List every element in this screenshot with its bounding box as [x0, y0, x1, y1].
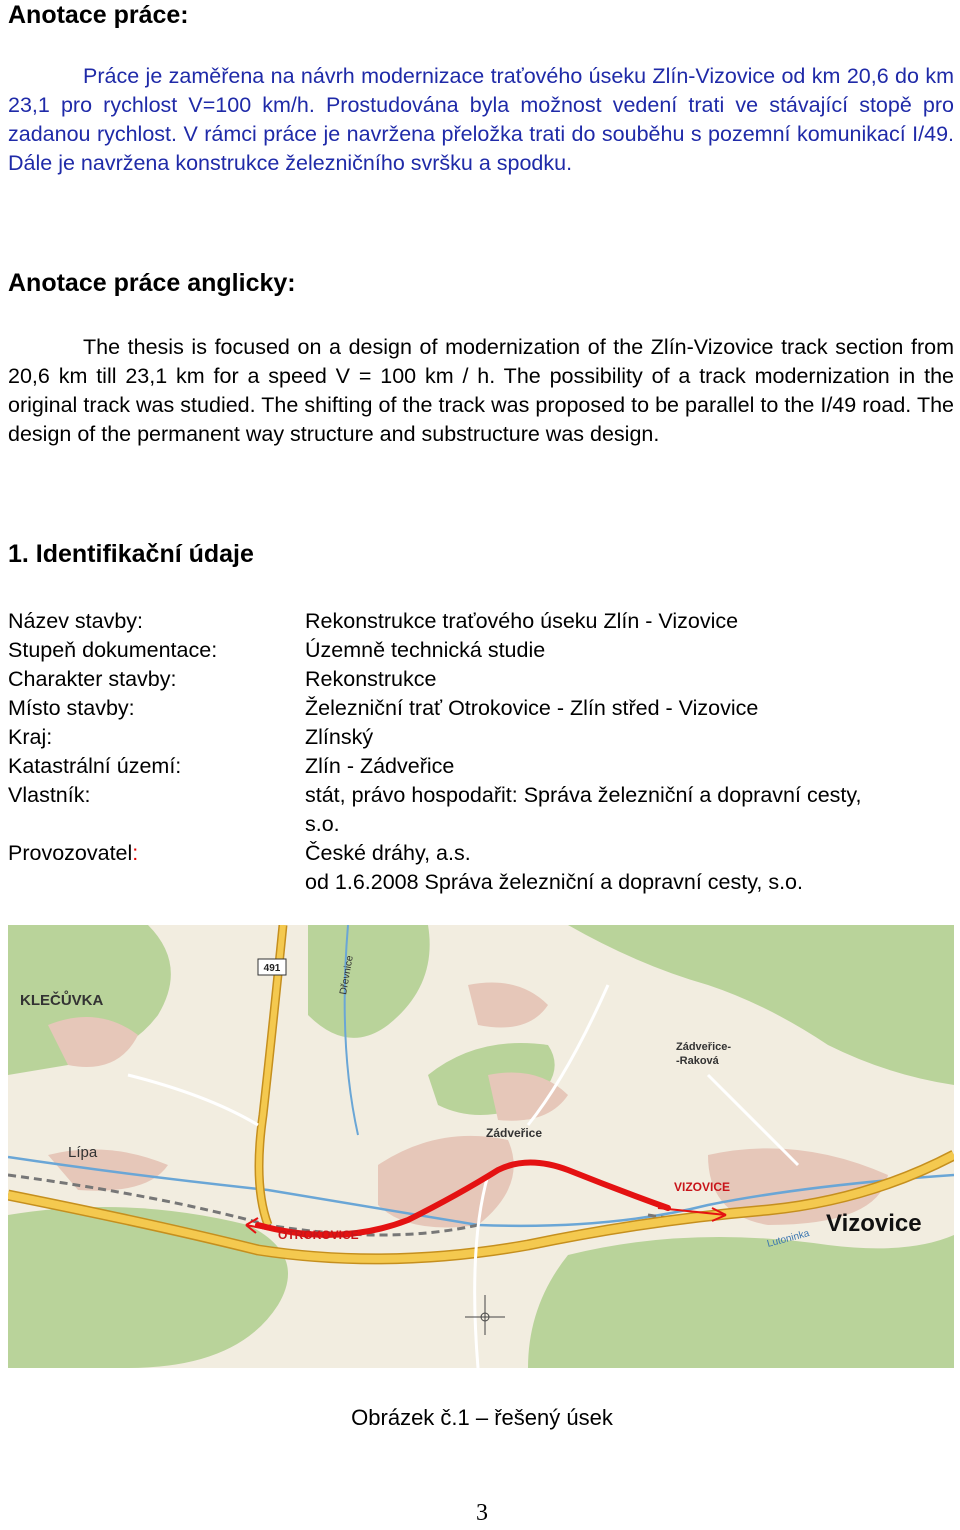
info-label	[8, 839, 138, 868]
info-label: Charakter stavby:	[8, 667, 177, 691]
info-label: Název stavby:	[8, 609, 144, 633]
annotation-en-heading: Anotace práce anglicky:	[8, 269, 296, 297]
annotation-heading: Anotace práce:	[8, 1, 189, 29]
info-value: od 1.6.2008 Správa železniční a dopravní cesty, s.o.	[305, 870, 803, 894]
road-491-label: 491	[263, 963, 281, 974]
forest-area	[528, 1235, 954, 1368]
route-map	[8, 925, 954, 1368]
info-value: Zlínský	[305, 725, 374, 749]
info-value: s.o.	[305, 812, 340, 836]
operator-label: Provozovatel	[8, 841, 133, 865]
info-label: Kraj:	[8, 725, 53, 749]
info-value: Rekonstrukce traťového úseku Zlín - Vizovice	[305, 609, 739, 633]
info-value: stát, právo hospodařit: Správa železniční a dopravní cesty,	[305, 783, 862, 807]
page-number: 3	[476, 1500, 488, 1526]
label-vizovice-station: VIZOVICE	[674, 1180, 731, 1194]
info-label: Vlastník:	[8, 783, 91, 807]
operator-colon: :	[132, 841, 139, 865]
info-label: Stupeň dokumentace:	[8, 638, 218, 662]
info-value: Zlín - Zádveřice	[305, 754, 455, 778]
label-zadverice-rakova-2: -Raková	[676, 1055, 719, 1067]
info-value: České dráhy, a.s.	[305, 841, 471, 865]
info-value: Územně technická studie	[305, 638, 546, 662]
label-klecuvka: KLEČŮVKA	[20, 992, 104, 1009]
figure-caption: Obrázek č.1 – řešený úsek	[351, 1405, 613, 1430]
label-otrokovice: OTROKOVICE	[278, 1228, 359, 1242]
annotation-en-text: The thesis is focused on a design of modernization of the Zlín-Vizovice track section from 20,6 km till 23,1 km for a speed V = 100 km / h. The possibility of a track modernization in the original track was studied. The shifting of the track was proposed to be parallel to the I/49 road. The design of the permanent way structure and substructure was design.	[8, 335, 954, 446]
identification-heading: 1. Identifikační údaje	[8, 540, 254, 568]
label-zadverice: Zádveřice	[486, 1126, 543, 1140]
annotation-text: Práce je zaměřena na návrh modernizace traťového úseku Zlín-Vizovice od km 20,6 do km 23,1 pro rychlost V=100 km/h. Prostudována byla možnost vedení trati ve stávající stopě pro zadanou rychlost. V rámci práce je navržena přeložka trati do souběhu s pozemní komunikací I/49. Dále je navržena konstrukce železničního svršku a spodku.	[8, 64, 954, 175]
label-lutoninka: Lutoninka	[765, 1228, 811, 1250]
info-label: Místo stavby:	[8, 696, 135, 720]
label-vizovice-town: Vizovice	[826, 1210, 922, 1237]
info-value: Rekonstrukce	[305, 667, 437, 691]
info-label: Katastrální území:	[8, 754, 182, 778]
label-lipa: Lípa	[68, 1144, 98, 1161]
info-value: Železniční trať Otrokovice - Zlín střed - Vizovice	[305, 696, 759, 720]
label-drevnice: Dřevnice	[338, 954, 356, 996]
label-zadverice-rakova: Zádveřice-	[676, 1041, 732, 1053]
